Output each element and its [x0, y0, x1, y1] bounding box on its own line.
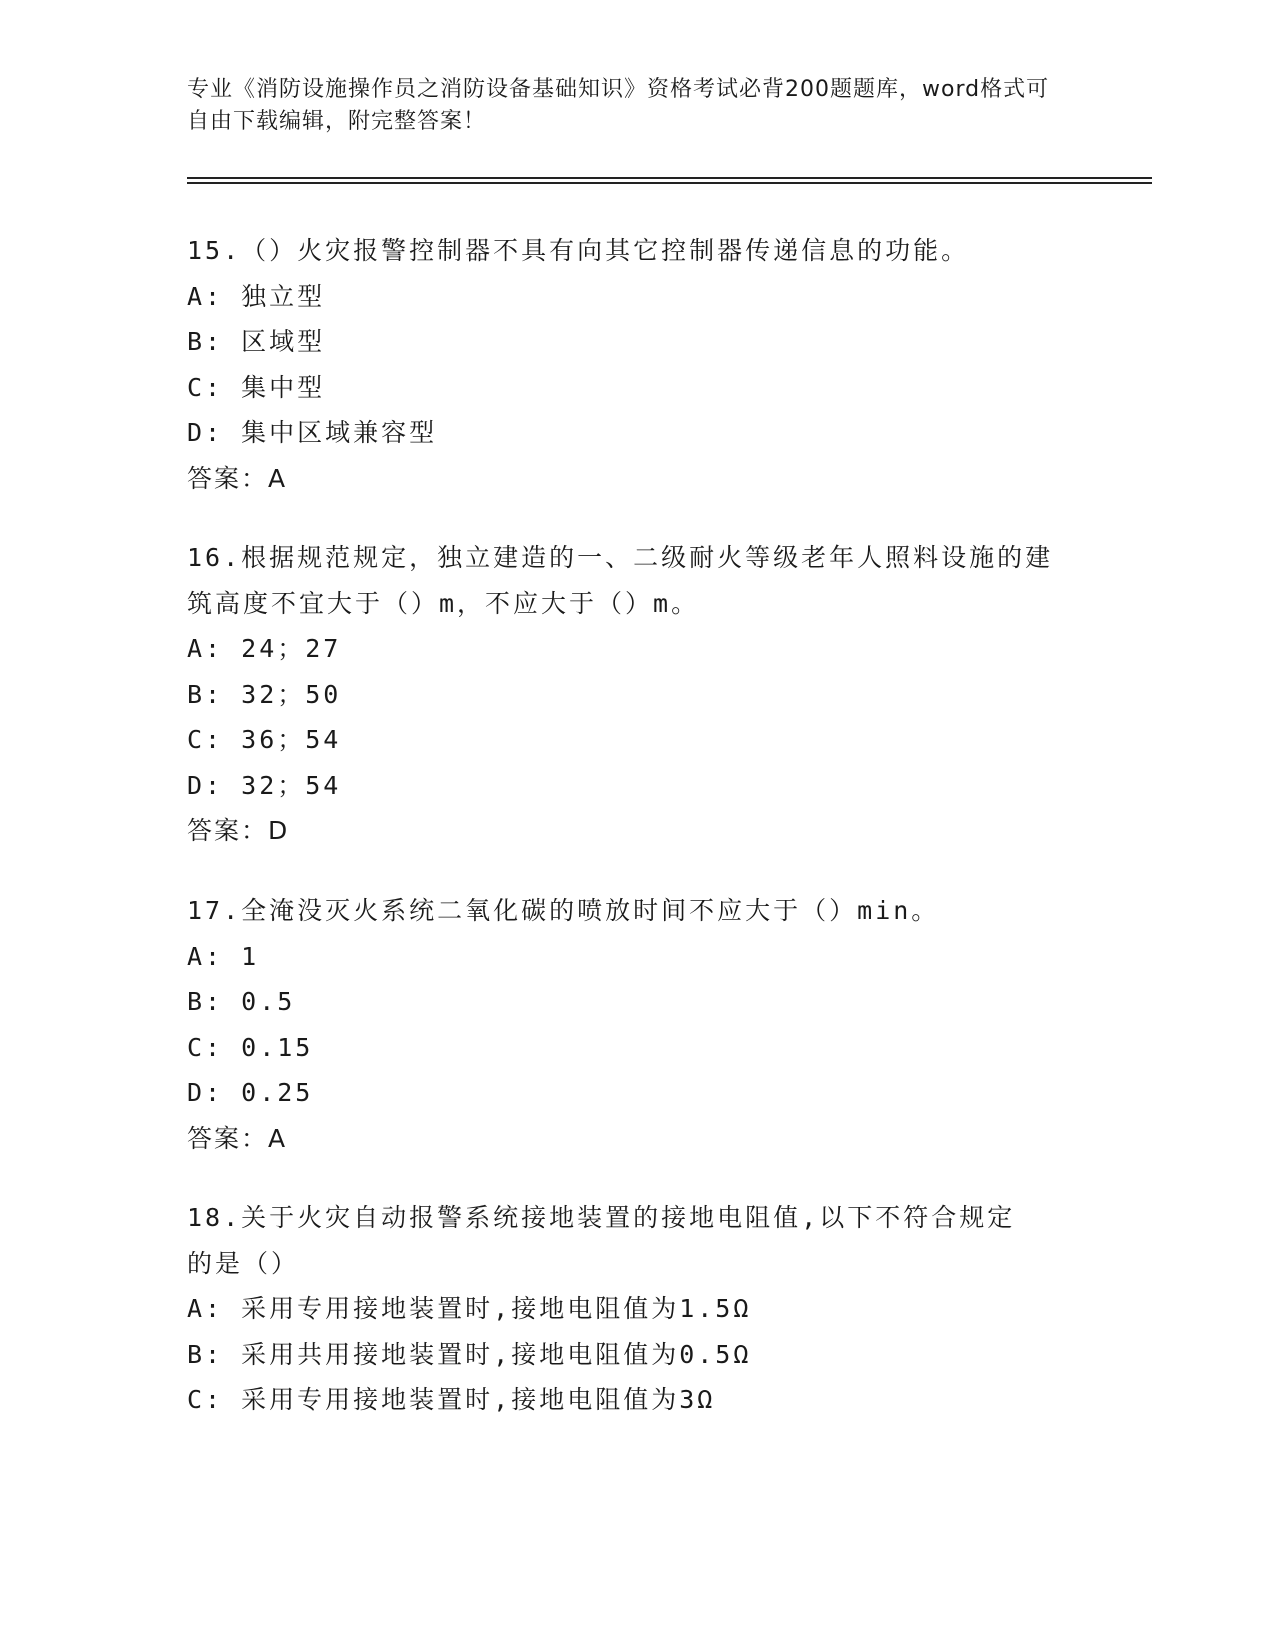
option-d: D: 集中区域兼容型 [187, 418, 438, 447]
question-stem: 15.（）火灾报警控制器不具有向其它控制器传递信息的功能。 [187, 236, 970, 265]
question-16 [187, 535, 1087, 854]
option-c: C: 集中型 [187, 372, 326, 402]
header-divider-top [187, 177, 1152, 179]
document-header [187, 74, 1067, 138]
option-c: C: 0.15 [187, 1032, 314, 1062]
option-a: A: 1 [187, 941, 260, 971]
answer-label: 答案：D [187, 816, 290, 845]
question-15 [187, 228, 1087, 501]
question-stem: 18.关于火灾自动报警系统接地装置的接地电阻值,以下不符合规定的是（） [187, 1203, 1016, 1278]
question-stem: 17.全淹没灭火系统二氧化碳的喷放时间不应大于（）min。 [187, 896, 940, 925]
option-d: D: 32；54 [187, 770, 342, 800]
question-stem: 16.根据规范规定，独立建造的一、二级耐火等级老年人照料设施的建筑高度不宜大于（）m，不应大于（）m。 [187, 543, 1054, 618]
option-a: A: 独立型 [187, 281, 326, 311]
option-b: B: 区域型 [187, 327, 326, 356]
answer-label: 答案：A [187, 463, 288, 493]
option-a: A: 采用专用接地装置时,接地电阻值为1.5Ω [187, 1294, 752, 1323]
option-b: B: 采用共用接地装置时,接地电阻值为0.5Ω [187, 1339, 752, 1369]
option-c: C: 36；54 [187, 725, 342, 754]
header-title: 专业《消防设施操作员之消防设备基础知识》资格考试必背200题题库，word格式可自由下载编辑，附完整答案！ [187, 77, 1050, 134]
option-c: C: 采用专用接地装置时,接地电阻值为3Ω [187, 1385, 716, 1414]
header-divider-bottom [187, 182, 1152, 184]
option-b: B: 0.5 [187, 987, 296, 1016]
question-17 [187, 888, 1087, 1161]
option-a: A: 24；27 [187, 634, 342, 663]
answer-label: 答案：A [187, 1123, 288, 1153]
option-b: B: 32；50 [187, 679, 342, 709]
option-d: D: 0.25 [187, 1078, 314, 1107]
question-18 [187, 1195, 1087, 1423]
